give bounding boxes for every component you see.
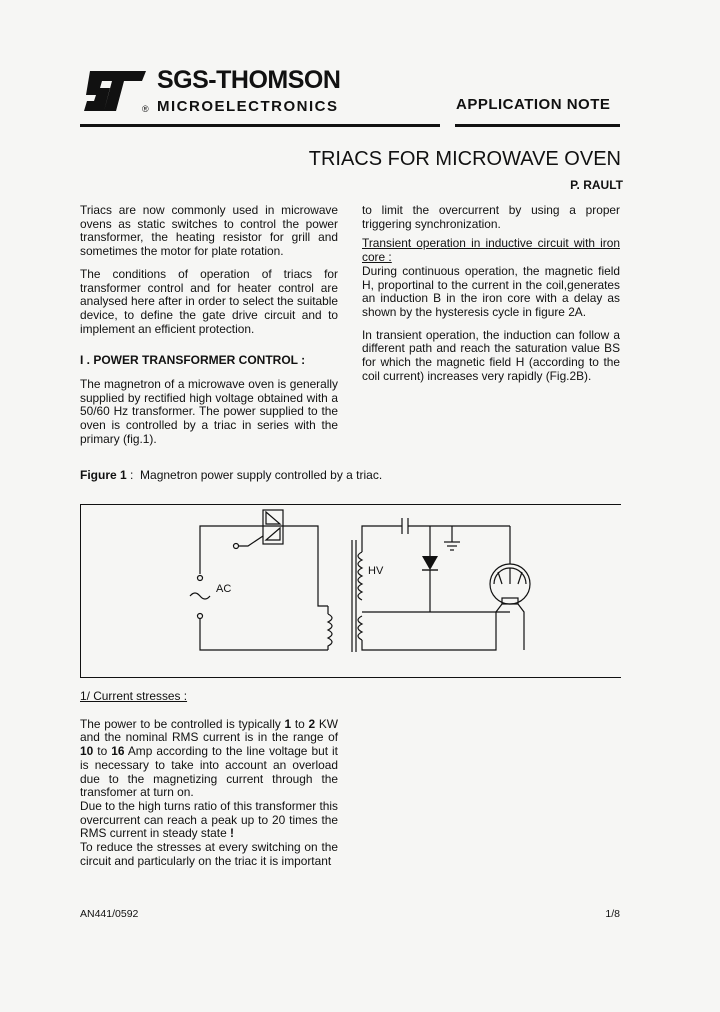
emphasis: 10 <box>80 744 94 759</box>
diode-icon <box>422 556 438 570</box>
paragraph: The conditions of operation of triacs for transformer control and for heater control are analysed here after in order to select the suitable device, to define the gate drive circuit and to implement an efficient protection. <box>80 266 338 336</box>
text-run: The power to be controlled is typically <box>80 716 285 731</box>
triac-icon <box>263 510 283 544</box>
paragraph: During continuous operation, the magnetic field H, proportinal to the current in the coil,generates an induction B in the iron core with a delay as shown by the hysteresis cycle in figure 2A. <box>362 263 620 319</box>
text-run: to <box>291 716 309 731</box>
text-run: to <box>93 744 112 759</box>
st-logo-icon <box>80 68 152 114</box>
paragraph: to limit the overcurrent by using a proper triggering synchronization. <box>362 203 620 231</box>
circuit-diagram <box>80 504 620 676</box>
ac-source-icon <box>190 593 210 599</box>
terminal-top <box>198 576 203 581</box>
header-rule-right <box>455 124 620 127</box>
paragraph: To reduce the stresses at every switching on the circuit and particularly on the triac it is important <box>80 840 338 868</box>
paragraph <box>80 800 338 841</box>
left-column <box>80 204 338 456</box>
wire-triac-right <box>283 526 328 606</box>
emphasis: 2 <box>308 716 316 731</box>
paragraph: The magnetron of a microwave oven is generally supplied by rectified high voltage obtained with a 50/60 Hz transformer. The power supplied to the oven is controlled by a triac in series with the primary (fig.1). <box>80 377 338 446</box>
text-run: KW and the nominal RMS current is in the range of <box>80 716 338 745</box>
emphasis: ! <box>230 826 234 841</box>
page-title: TRIACS FOR MICROWAVE OVEN <box>308 148 621 170</box>
text-run: Amp according to the line voltage but it is necessary to take into account an overload due to the magnetizing current through the transfomer at turn on. <box>80 744 338 800</box>
paragraph: In transient operation, the induction can follow a different path and reach the saturation value BS for which the magnetic field H (according to the coil current) increases very rapidly (Fig.2B). <box>362 327 620 383</box>
paragraph <box>80 718 338 800</box>
label-ac: AC <box>216 583 232 595</box>
primary-coil-icon <box>328 614 332 650</box>
gate-terminal <box>234 544 239 549</box>
emphasis: 16 <box>111 744 125 759</box>
wire-top-left <box>200 526 263 534</box>
text-run: Due to the high turns ratio of this transformer this overcurrent can reach a peak up to 20 times the RMS current in steady state <box>80 798 338 841</box>
filament-coil-icon <box>358 616 362 640</box>
terminal-bottom <box>198 614 203 619</box>
figure-caption <box>80 468 382 482</box>
gate-wire <box>238 536 263 546</box>
emphasis: 1 <box>284 716 292 731</box>
figure-label: Figure 1 <box>80 468 127 482</box>
author: P. RAULT <box>570 178 623 192</box>
wire-secondary-top <box>362 526 402 552</box>
right-column <box>362 204 620 392</box>
wire-bottom-left <box>200 619 328 650</box>
brand-name: SGS-THOMSON <box>157 66 341 94</box>
wire-filament-left <box>362 604 502 650</box>
subheading: 1/ Current stresses : <box>80 689 188 703</box>
doc-type: APPLICATION NOTE <box>456 96 611 113</box>
header-rule-left <box>80 124 440 127</box>
figure-separator: : <box>126 468 141 482</box>
svg-text:®: ® <box>142 104 149 114</box>
label-hv: HV <box>368 565 384 577</box>
section-heading: I . POWER TRANSFORMER CONTROL : <box>80 353 306 368</box>
footer-doc-number: AN441/0592 <box>80 908 139 920</box>
subheading: Transient operation in inductive circuit with iron core : <box>362 236 620 265</box>
figure-caption-text: Magnetron power supply controlled by a triac. <box>140 468 383 482</box>
paragraph: Triacs are now commonly used in microwave ovens as static switches to control the power transformer, the heating resistor for grill and sometimes the motor for plate rotation. <box>80 203 338 259</box>
wire-filament-right <box>518 604 524 650</box>
footer-page-number: 1/8 <box>605 908 620 920</box>
lower-left-column <box>80 690 338 868</box>
secondary-coil-icon <box>358 552 362 600</box>
brand-subtitle: MICROELECTRONICS <box>157 98 339 115</box>
ground-icon <box>444 542 460 550</box>
